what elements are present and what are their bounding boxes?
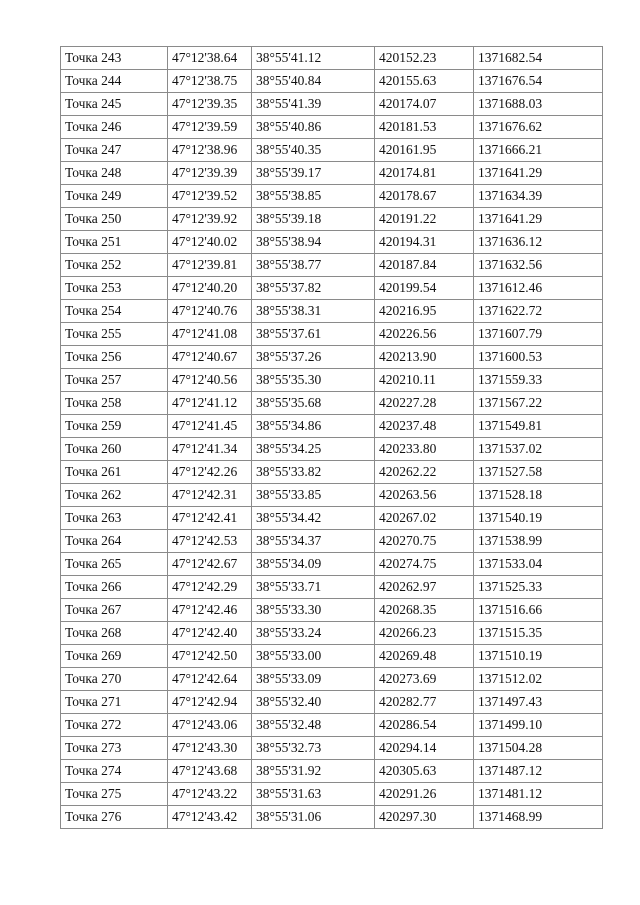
latitude-cell: 47°12'42.29 [168,576,252,599]
point-name-cell: Точка 267 [61,599,168,622]
x-coordinate-cell: 420187.84 [375,254,474,277]
table-row [61,714,603,737]
point-name-cell: Точка 270 [61,668,168,691]
y-coordinate-cell: 1371612.46 [474,277,603,300]
longitude-cell: 38°55'31.63 [252,783,375,806]
point-name-cell: Точка 266 [61,576,168,599]
coordinates-table [60,46,603,829]
y-coordinate-cell: 1371510.19 [474,645,603,668]
latitude-cell: 47°12'42.50 [168,645,252,668]
x-coordinate-cell: 420199.54 [375,277,474,300]
point-name-cell: Точка 269 [61,645,168,668]
longitude-cell: 38°55'33.85 [252,484,375,507]
latitude-cell: 47°12'41.12 [168,392,252,415]
longitude-cell: 38°55'34.37 [252,530,375,553]
latitude-cell: 47°12'39.52 [168,185,252,208]
y-coordinate-cell: 1371600.53 [474,346,603,369]
point-name-cell: Точка 271 [61,691,168,714]
x-coordinate-cell: 420274.75 [375,553,474,576]
longitude-cell: 38°55'31.92 [252,760,375,783]
point-name-cell: Точка 261 [61,461,168,484]
y-coordinate-cell: 1371481.12 [474,783,603,806]
y-coordinate-cell: 1371634.39 [474,185,603,208]
point-name-cell: Точка 244 [61,70,168,93]
latitude-cell: 47°12'42.64 [168,668,252,691]
y-coordinate-cell: 1371487.12 [474,760,603,783]
x-coordinate-cell: 420155.63 [375,70,474,93]
y-coordinate-cell: 1371515.35 [474,622,603,645]
longitude-cell: 38°55'38.77 [252,254,375,277]
point-name-cell: Точка 250 [61,208,168,231]
longitude-cell: 38°55'32.40 [252,691,375,714]
table-row [61,346,603,369]
x-coordinate-cell: 420226.56 [375,323,474,346]
table-row [61,553,603,576]
point-name-cell: Точка 264 [61,530,168,553]
point-name-cell: Точка 263 [61,507,168,530]
point-name-cell: Точка 245 [61,93,168,116]
table-row [61,438,603,461]
longitude-cell: 38°55'39.18 [252,208,375,231]
table-row [61,185,603,208]
latitude-cell: 47°12'42.40 [168,622,252,645]
table-row [61,484,603,507]
point-name-cell: Точка 275 [61,783,168,806]
x-coordinate-cell: 420270.75 [375,530,474,553]
x-coordinate-cell: 420237.48 [375,415,474,438]
latitude-cell: 47°12'38.64 [168,47,252,70]
x-coordinate-cell: 420273.69 [375,668,474,691]
latitude-cell: 47°12'42.41 [168,507,252,530]
y-coordinate-cell: 1371567.22 [474,392,603,415]
point-name-cell: Точка 262 [61,484,168,507]
point-name-cell: Точка 253 [61,277,168,300]
x-coordinate-cell: 420305.63 [375,760,474,783]
longitude-cell: 38°55'34.42 [252,507,375,530]
longitude-cell: 38°55'33.71 [252,576,375,599]
latitude-cell: 47°12'38.96 [168,139,252,162]
y-coordinate-cell: 1371504.28 [474,737,603,760]
x-coordinate-cell: 420291.26 [375,783,474,806]
x-coordinate-cell: 420161.95 [375,139,474,162]
latitude-cell: 47°12'38.75 [168,70,252,93]
table-row [61,530,603,553]
point-name-cell: Точка 252 [61,254,168,277]
table-row [61,622,603,645]
longitude-cell: 38°55'40.35 [252,139,375,162]
y-coordinate-cell: 1371537.02 [474,438,603,461]
x-coordinate-cell: 420210.11 [375,369,474,392]
longitude-cell: 38°55'41.39 [252,93,375,116]
y-coordinate-cell: 1371641.29 [474,162,603,185]
table-row [61,415,603,438]
latitude-cell: 47°12'40.20 [168,277,252,300]
x-coordinate-cell: 420152.23 [375,47,474,70]
y-coordinate-cell: 1371676.54 [474,70,603,93]
point-name-cell: Точка 248 [61,162,168,185]
latitude-cell: 47°12'39.92 [168,208,252,231]
point-name-cell: Точка 257 [61,369,168,392]
y-coordinate-cell: 1371559.33 [474,369,603,392]
longitude-cell: 38°55'40.86 [252,116,375,139]
latitude-cell: 47°12'42.26 [168,461,252,484]
x-coordinate-cell: 420174.81 [375,162,474,185]
latitude-cell: 47°12'42.46 [168,599,252,622]
longitude-cell: 38°55'35.68 [252,392,375,415]
latitude-cell: 47°12'41.34 [168,438,252,461]
y-coordinate-cell: 1371527.58 [474,461,603,484]
y-coordinate-cell: 1371533.04 [474,553,603,576]
longitude-cell: 38°55'35.30 [252,369,375,392]
latitude-cell: 47°12'42.94 [168,691,252,714]
x-coordinate-cell: 420286.54 [375,714,474,737]
y-coordinate-cell: 1371636.12 [474,231,603,254]
table-row [61,47,603,70]
x-coordinate-cell: 420269.48 [375,645,474,668]
y-coordinate-cell: 1371632.56 [474,254,603,277]
latitude-cell: 47°12'39.59 [168,116,252,139]
table-row [61,208,603,231]
latitude-cell: 47°12'43.42 [168,806,252,829]
latitude-cell: 47°12'39.81 [168,254,252,277]
table-row [61,599,603,622]
y-coordinate-cell: 1371468.99 [474,806,603,829]
y-coordinate-cell: 1371666.21 [474,139,603,162]
x-coordinate-cell: 420262.22 [375,461,474,484]
longitude-cell: 38°55'37.26 [252,346,375,369]
longitude-cell: 38°55'38.31 [252,300,375,323]
x-coordinate-cell: 420282.77 [375,691,474,714]
table-row [61,254,603,277]
table-row [61,162,603,185]
y-coordinate-cell: 1371688.03 [474,93,603,116]
point-name-cell: Точка 276 [61,806,168,829]
y-coordinate-cell: 1371497.43 [474,691,603,714]
x-coordinate-cell: 420194.31 [375,231,474,254]
point-name-cell: Точка 246 [61,116,168,139]
latitude-cell: 47°12'43.30 [168,737,252,760]
coordinates-table-body [61,47,603,829]
latitude-cell: 47°12'39.39 [168,162,252,185]
latitude-cell: 47°12'41.08 [168,323,252,346]
longitude-cell: 38°55'37.82 [252,277,375,300]
y-coordinate-cell: 1371622.72 [474,300,603,323]
longitude-cell: 38°55'33.00 [252,645,375,668]
table-row [61,783,603,806]
latitude-cell: 47°12'40.56 [168,369,252,392]
longitude-cell: 38°55'34.25 [252,438,375,461]
x-coordinate-cell: 420233.80 [375,438,474,461]
table-row [61,369,603,392]
longitude-cell: 38°55'40.84 [252,70,375,93]
table-row [61,507,603,530]
latitude-cell: 47°12'42.53 [168,530,252,553]
table-row [61,70,603,93]
table-row [61,461,603,484]
longitude-cell: 38°55'33.09 [252,668,375,691]
point-name-cell: Точка 265 [61,553,168,576]
longitude-cell: 38°55'31.06 [252,806,375,829]
x-coordinate-cell: 420266.23 [375,622,474,645]
point-name-cell: Точка 259 [61,415,168,438]
point-name-cell: Точка 243 [61,47,168,70]
latitude-cell: 47°12'42.67 [168,553,252,576]
y-coordinate-cell: 1371549.81 [474,415,603,438]
longitude-cell: 38°55'33.82 [252,461,375,484]
y-coordinate-cell: 1371676.62 [474,116,603,139]
longitude-cell: 38°55'37.61 [252,323,375,346]
longitude-cell: 38°55'41.12 [252,47,375,70]
y-coordinate-cell: 1371641.29 [474,208,603,231]
x-coordinate-cell: 420227.28 [375,392,474,415]
table-row [61,806,603,829]
longitude-cell: 38°55'33.30 [252,599,375,622]
y-coordinate-cell: 1371540.19 [474,507,603,530]
point-name-cell: Точка 247 [61,139,168,162]
y-coordinate-cell: 1371528.18 [474,484,603,507]
y-coordinate-cell: 1371499.10 [474,714,603,737]
longitude-cell: 38°55'38.94 [252,231,375,254]
point-name-cell: Точка 254 [61,300,168,323]
point-name-cell: Точка 258 [61,392,168,415]
y-coordinate-cell: 1371538.99 [474,530,603,553]
table-row [61,576,603,599]
longitude-cell: 38°55'32.73 [252,737,375,760]
x-coordinate-cell: 420174.07 [375,93,474,116]
table-row [61,760,603,783]
latitude-cell: 47°12'43.22 [168,783,252,806]
x-coordinate-cell: 420191.22 [375,208,474,231]
longitude-cell: 38°55'32.48 [252,714,375,737]
table-row [61,392,603,415]
latitude-cell: 47°12'40.02 [168,231,252,254]
y-coordinate-cell: 1371607.79 [474,323,603,346]
longitude-cell: 38°55'33.24 [252,622,375,645]
x-coordinate-cell: 420178.67 [375,185,474,208]
latitude-cell: 47°12'40.76 [168,300,252,323]
y-coordinate-cell: 1371682.54 [474,47,603,70]
table-row [61,300,603,323]
y-coordinate-cell: 1371525.33 [474,576,603,599]
point-name-cell: Точка 255 [61,323,168,346]
table-row [61,668,603,691]
longitude-cell: 38°55'34.86 [252,415,375,438]
table-row [61,737,603,760]
x-coordinate-cell: 420263.56 [375,484,474,507]
table-row [61,691,603,714]
latitude-cell: 47°12'41.45 [168,415,252,438]
table-row [61,93,603,116]
x-coordinate-cell: 420181.53 [375,116,474,139]
latitude-cell: 47°12'39.35 [168,93,252,116]
point-name-cell: Точка 256 [61,346,168,369]
x-coordinate-cell: 420216.95 [375,300,474,323]
y-coordinate-cell: 1371516.66 [474,599,603,622]
point-name-cell: Точка 260 [61,438,168,461]
table-row [61,323,603,346]
x-coordinate-cell: 420267.02 [375,507,474,530]
point-name-cell: Точка 249 [61,185,168,208]
table-row [61,139,603,162]
table-row [61,116,603,139]
x-coordinate-cell: 420297.30 [375,806,474,829]
point-name-cell: Точка 273 [61,737,168,760]
latitude-cell: 47°12'40.67 [168,346,252,369]
point-name-cell: Точка 272 [61,714,168,737]
point-name-cell: Точка 251 [61,231,168,254]
longitude-cell: 38°55'38.85 [252,185,375,208]
x-coordinate-cell: 420294.14 [375,737,474,760]
latitude-cell: 47°12'43.68 [168,760,252,783]
x-coordinate-cell: 420262.97 [375,576,474,599]
x-coordinate-cell: 420213.90 [375,346,474,369]
table-row [61,645,603,668]
longitude-cell: 38°55'39.17 [252,162,375,185]
point-name-cell: Точка 268 [61,622,168,645]
table-row [61,231,603,254]
latitude-cell: 47°12'42.31 [168,484,252,507]
y-coordinate-cell: 1371512.02 [474,668,603,691]
table-row [61,277,603,300]
longitude-cell: 38°55'34.09 [252,553,375,576]
latitude-cell: 47°12'43.06 [168,714,252,737]
x-coordinate-cell: 420268.35 [375,599,474,622]
point-name-cell: Точка 274 [61,760,168,783]
